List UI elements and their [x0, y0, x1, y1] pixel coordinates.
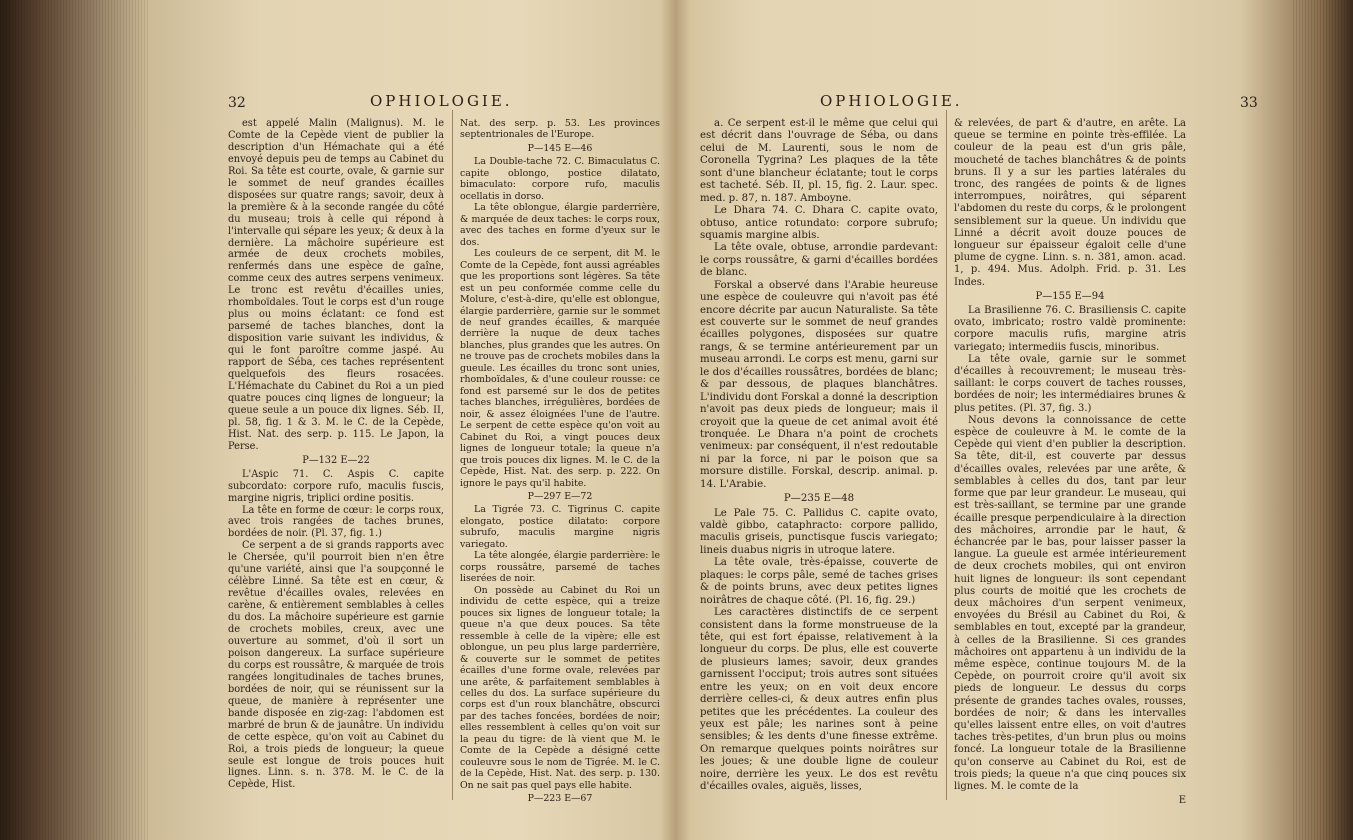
right-running-head: OPHIOLOGIE. [820, 92, 963, 110]
column-divider [946, 110, 947, 800]
paragraph: a. Ce serpent est-il le même que celui qui est décrit dans l'ouvrage de Séba, ou dans celui de M. Laurenti, sous le nom de Coronella Tygrina? Les plaques de la tête sont d'une blancheur éclatante; tout le corps est tacheté. Séb. II, pl. 15, fig. 2. Laur. spec. med. p. 87, n. 187. Amboyne. [700, 118, 938, 204]
paragraph: On possède au Cabinet du Roi un individu de cette espèce, qui a treize pouces six lignes de longueur totale; la queue n'a que deux pouces. Sa tête ressemble à celle de la vipère; elle est oblongue, un peu plus large parderrière, & couverte sur le sommet de petites écailles d'une forme ovale, relevées par une arête, & parfaitement semblables à celles du dos. La surface supérieure du corps est d'un roux blanchâtre, obscurci par des taches foncées, bordées de noir; elles ressemblent à celles qu'on voit sur la peau du tigre: de là vient que M. le Comte de la Cepède a désigné cette couleuvre sous le nom de Tigrée. M. le C. de la Cepède, Hist. Nat. des serp. p. 130. On ne sait pas quel pays elle habite. [460, 584, 660, 791]
species-heading: Le Pale 75. C. Pallidus C. capite ovato, valdè gibbo, cataphracto: corpore pallido, maculis griseis, punctisque fuscis variegato; lineis duabus nigris in utroque latere. [700, 507, 938, 556]
count-line: P—297 E—72 [527, 491, 593, 502]
species-heading: La Double-tache 72. C. Bimaculatus C. capite oblongo, postice dilatato, bimaculato: corpore rufo, maculis ocellatis in dorso. [460, 156, 660, 202]
page-edges-right [1293, 0, 1353, 840]
count-line: P—223 E—67 [527, 793, 593, 805]
species-heading: Le Dhara 74. C. Dhara C. capite ovato, obtuso, antice rotundato: corpore subrufo; squamis margine albis. [700, 205, 938, 241]
catchword: E [1178, 795, 1186, 807]
paragraph: La tête ovale, très-épaisse, couverte de plaques: le corps pâle, semé de taches grises & de points bruns, avec deux petites lignes noirâtres de chaque côté. (Pl. 16, fig. 29.) [700, 557, 938, 606]
left-running-head: OPHIOLOGIE. [370, 92, 513, 110]
column-divider [452, 110, 453, 800]
right-page-number: 33 [1240, 95, 1258, 111]
count-line: P—145 E—46 [527, 142, 593, 154]
paragraph: Les caractères distinctifs de ce serpent consistent dans la forme monstrueuse de la tête, qui est fort épaisse, relativement à la longueur du corps. De plus, elle est couverte de plusieurs lames; savoir, deux grandes garnissent l'occiput; trois autres sont situées entre les yeux; on en voit deux encore derrière celles-ci, & deux autres enfin plus petites que les précédentes. La couleur des yeux est pâle; les narines sont à peine sensibles; & les dents d'une finesse extrême. On remarque quelques points noirâtres sur les joues; & une double ligne de couleur noire, derrière les yeux. Le dos est revêtu d'écailles ovales, aiguës, lisses, [700, 607, 938, 793]
species-heading: La Tigrée 73. C. Tigrinus C. capite elongato, postice dilatato: corpore subrufo, maculis margine nigris variegato. [460, 504, 660, 550]
paragraph: Ce serpent a de si grands rapports avec le Chersée, qu'il pourroit bien n'en être qu'une variété, ainsi que l'a soupçonné le célèbre Linné. Sa tête est en cœur, & revêtue d'écailles ovales, relevées en carène, & entièrement semblables à celles du dos. La mâchoire supérieure est garnie de crochets mobiles, creux, avec une ouverture au sommet, d'où il sort un poison dangereux. La surface supérieure du corps est roussâtre, & marquée de trois rangées longitudinales de taches brunes, bordées de noir, qui se réunissent sur la queue, de manière à représenter une bande disposée en zig-zag: l'abdomen est marbré de brun & de jaunâtre. Un individu de cette espèce, qu'on voit au Cabinet du Roi, a trois pieds de longueur; la queue seule est longue de trois pouces huit lignes. Linn. s. n. 378. M. le C. de la Cepède, Hist. [228, 540, 444, 791]
paragraph: La tête alongée, élargie parderrière: le corps roussâtre, parsemé de taches liserées de noir. [460, 550, 660, 585]
count-line: P—155 E—94 [1035, 290, 1105, 302]
species-heading: L'Aspic 71. C. Aspis C. capite subcordato: corpore rufo, maculis fuscis, margine nigris, triplici ordine positis. [228, 468, 444, 504]
paragraph: Nat. des serp. p. 53. Les provinces septentrionales de l'Europe. [460, 118, 660, 141]
right-column-2 [954, 118, 1186, 807]
right-column-1 [700, 118, 938, 794]
count-line: P—132 E—22 [302, 454, 370, 466]
paragraph: Nous devons la connoissance de cette espèce de couleuvre à M. le comte de la Cepède qui vient d'en publier la description. Sa tête, dit-il, est couverte par dessus d'écailles ovales, relevées par une arête, & semblables à celles du dos, tant par leur forme que par leur grandeur. Le museau, qui est très-saillant, se termine par une grande écaille presque perpendiculaire à la direction des mâchoires, arrondie par le haut, & échancrée par le bas, pour laisser passer la langue. La gueule est armée intérieurement de deux crochets mobiles, qui ont environ huit lignes de longueur: ils sont cependant plus courts de moitié que les crochets de deux mâchoires d'un serpent venimeux, envoyées du Brésil au Cabinet du Roi, & semblables en tout, excepté par la grandeur, à celles de la Brasilienne. Si ces grandes mâchoires ont appartenu à un individu de la même espèce, continue toujours M. de la Cepède, on pourroit croire qu'il avoit six pieds de longueur. Le dessus du corps présente de grandes taches ovales, rousses, bordées de noir; & dans les intervalles qu'elles laissent entre elles, on voit d'autres taches très-petites, d'un brun plus ou moins foncé. La longueur totale de la Brasilienne qu'on conserve au Cabinet du Roi, est de trois pieds; la queue n'a que cinq pouces six lignes. M. le comte de la [954, 414, 1186, 792]
count-line: P—235 E—48 [783, 493, 855, 505]
page-edges-left [0, 0, 150, 840]
paragraph: est appelé Malin (Malignus). M. le Comte de la Cepède vient de publier la description d'un Hémachate qui a été envoyé depuis peu de temps au Cabinet du Roi. Sa tête est courte, ovale, & garnie sur le sommet de neuf grandes écailles disposées sur quatre rangs; savoir, deux à la première & à la seconde rangée du côté du museau; trois à celle qui répond à l'intervalle qui sépare les yeux; & deux à la dernière. La mâchoire supérieure est armée de deux crochets mobiles, renfermés dans une espèce de gaîne, comme ceux des autres serpens venimeux. Le tronc est revêtu d'écailles unies, rhomboïdales. Tout le corps est d'un rouge plus ou moins éclatant: ce fond est parsemé de taches blanches, dont la disposition varie suivant les individus, & qui le font paroître comme jaspé. Au rapport de Séba, ces taches représentent quelquefois des fleurs rosacées. L'Hémachate du Cabinet du Roi a un pied quatre pouces cinq lignes de longueur; la queue seule a un pouce dix lignes. Séb. II, pl. 58, fig. 1 & 3. M. le C. de la Cepède, Hist. Nat. des serp. p. 115. Le Japon, la Perse. [228, 118, 444, 452]
left-column-2 [460, 118, 660, 807]
paragraph: La tête en forme de cœur: le corps roux, avec trois rangées de taches brunes, bordées de noir. (Pl. 37, fig. 1.) [228, 504, 444, 540]
species-heading: La Brasilienne 76. C. Brasiliensis C. capite ovato, imbricato; rostro valdè prominente: corpore maculis rufis, margine atris variegato; intermediis fuscis, minoribus. [954, 305, 1186, 353]
paragraph: Forskal a observé dans l'Arabie heureuse une espèce de couleuvre qui n'avoit pas été encore décrite par aucun Naturaliste. Sa tête est couverte sur le sommet de neuf grandes écailles polygones, disposées sur quatre rangs, & se termine antérieurement par un museau arrondi. Le corps est menu, garni sur le dos d'écailles roussâtres, bordées de blanc; & par dessous, de plaques blanchâtres. L'individu dont Forskal a donné la description n'avoit pas deux pieds de longueur; mais il croyoit que la queue de cet animal avoit été tronquée. Le Dhara n'a point de crochets venimeux: par conséquent, il n'est redoutable ni par la force, ni par le poison que sa morsure distille. Forskal, descrip. animal. p. 14. L'Arabie. [700, 279, 938, 490]
paragraph: Les couleurs de ce serpent, dit M. le Comte de la Cepède, font aussi agréables que les proportions sont légères. Sa tête est un peu conformée comme celle du Molure, c'est-à-dire, qu'elle est oblongue, élargie parderrière, garnie sur le sommet de neuf grandes écailles, & marquée derrière la nuque de deux taches blanches, plus grandes que les autres. On ne trouve pas de crochets mobiles dans la gueule. Les écailles du tronc sont unies, rhomboïdales, & d'une couleur rousse: ce fond est parsemé sur le dos de petites taches blanches, irrégulières, bordées de noir, & assez éloignées l'une de l'autre. Le serpent de cette espèce qu'on voit au Cabinet du Roi, a vingt pouces deux lignes de longueur totale; la queue n'a que trois pouces dix lignes. M. le C. de la Cepède, Hist. Nat. des serp. p. 222. On ignore le pays qu'il habite. [460, 248, 660, 489]
left-column-1 [228, 118, 444, 791]
paragraph: La tête ovale, obtuse, arrondie pardevant: le corps roussâtre, & garni d'écailles bordées de blanc. [700, 242, 938, 279]
paragraph: & relevées, de part & d'autre, en arête. La queue se termine en pointe très-effilée. La couleur de la peau est d'un gris pâle, moucheté de taches blanchâtres & de points bruns. Il y a sur les parties latérales du tronc, des rangées de points & de lignes interrompues, noirâtres, qui séparent l'abdomen du reste du corps, & le prolongent sensiblement sur la queue. Un individu que Linné a décrit avoit douze pouces de longueur sur épaisseur égaloit celle d'une plume de cygne. Linn. s. n. 381, amon. acad. 1, p. 494. Mus. Adolph. Frid. p. 31. Les Indes. [954, 118, 1186, 288]
paragraph: La tête ovale, garnie sur le sommet d'écailles à recouvrement; le museau très-saillant: le corps couvert de taches rousses, bordées de noir; les intermédiaires brunes & plus petites. (Pl. 37, fig. 3.) [954, 353, 1186, 414]
left-page-number: 32 [228, 95, 246, 111]
paragraph: La tête oblongue, élargie parderrière, & marquée de deux taches: le corps roux, avec des taches en forme d'yeux sur le dos. [460, 202, 660, 248]
